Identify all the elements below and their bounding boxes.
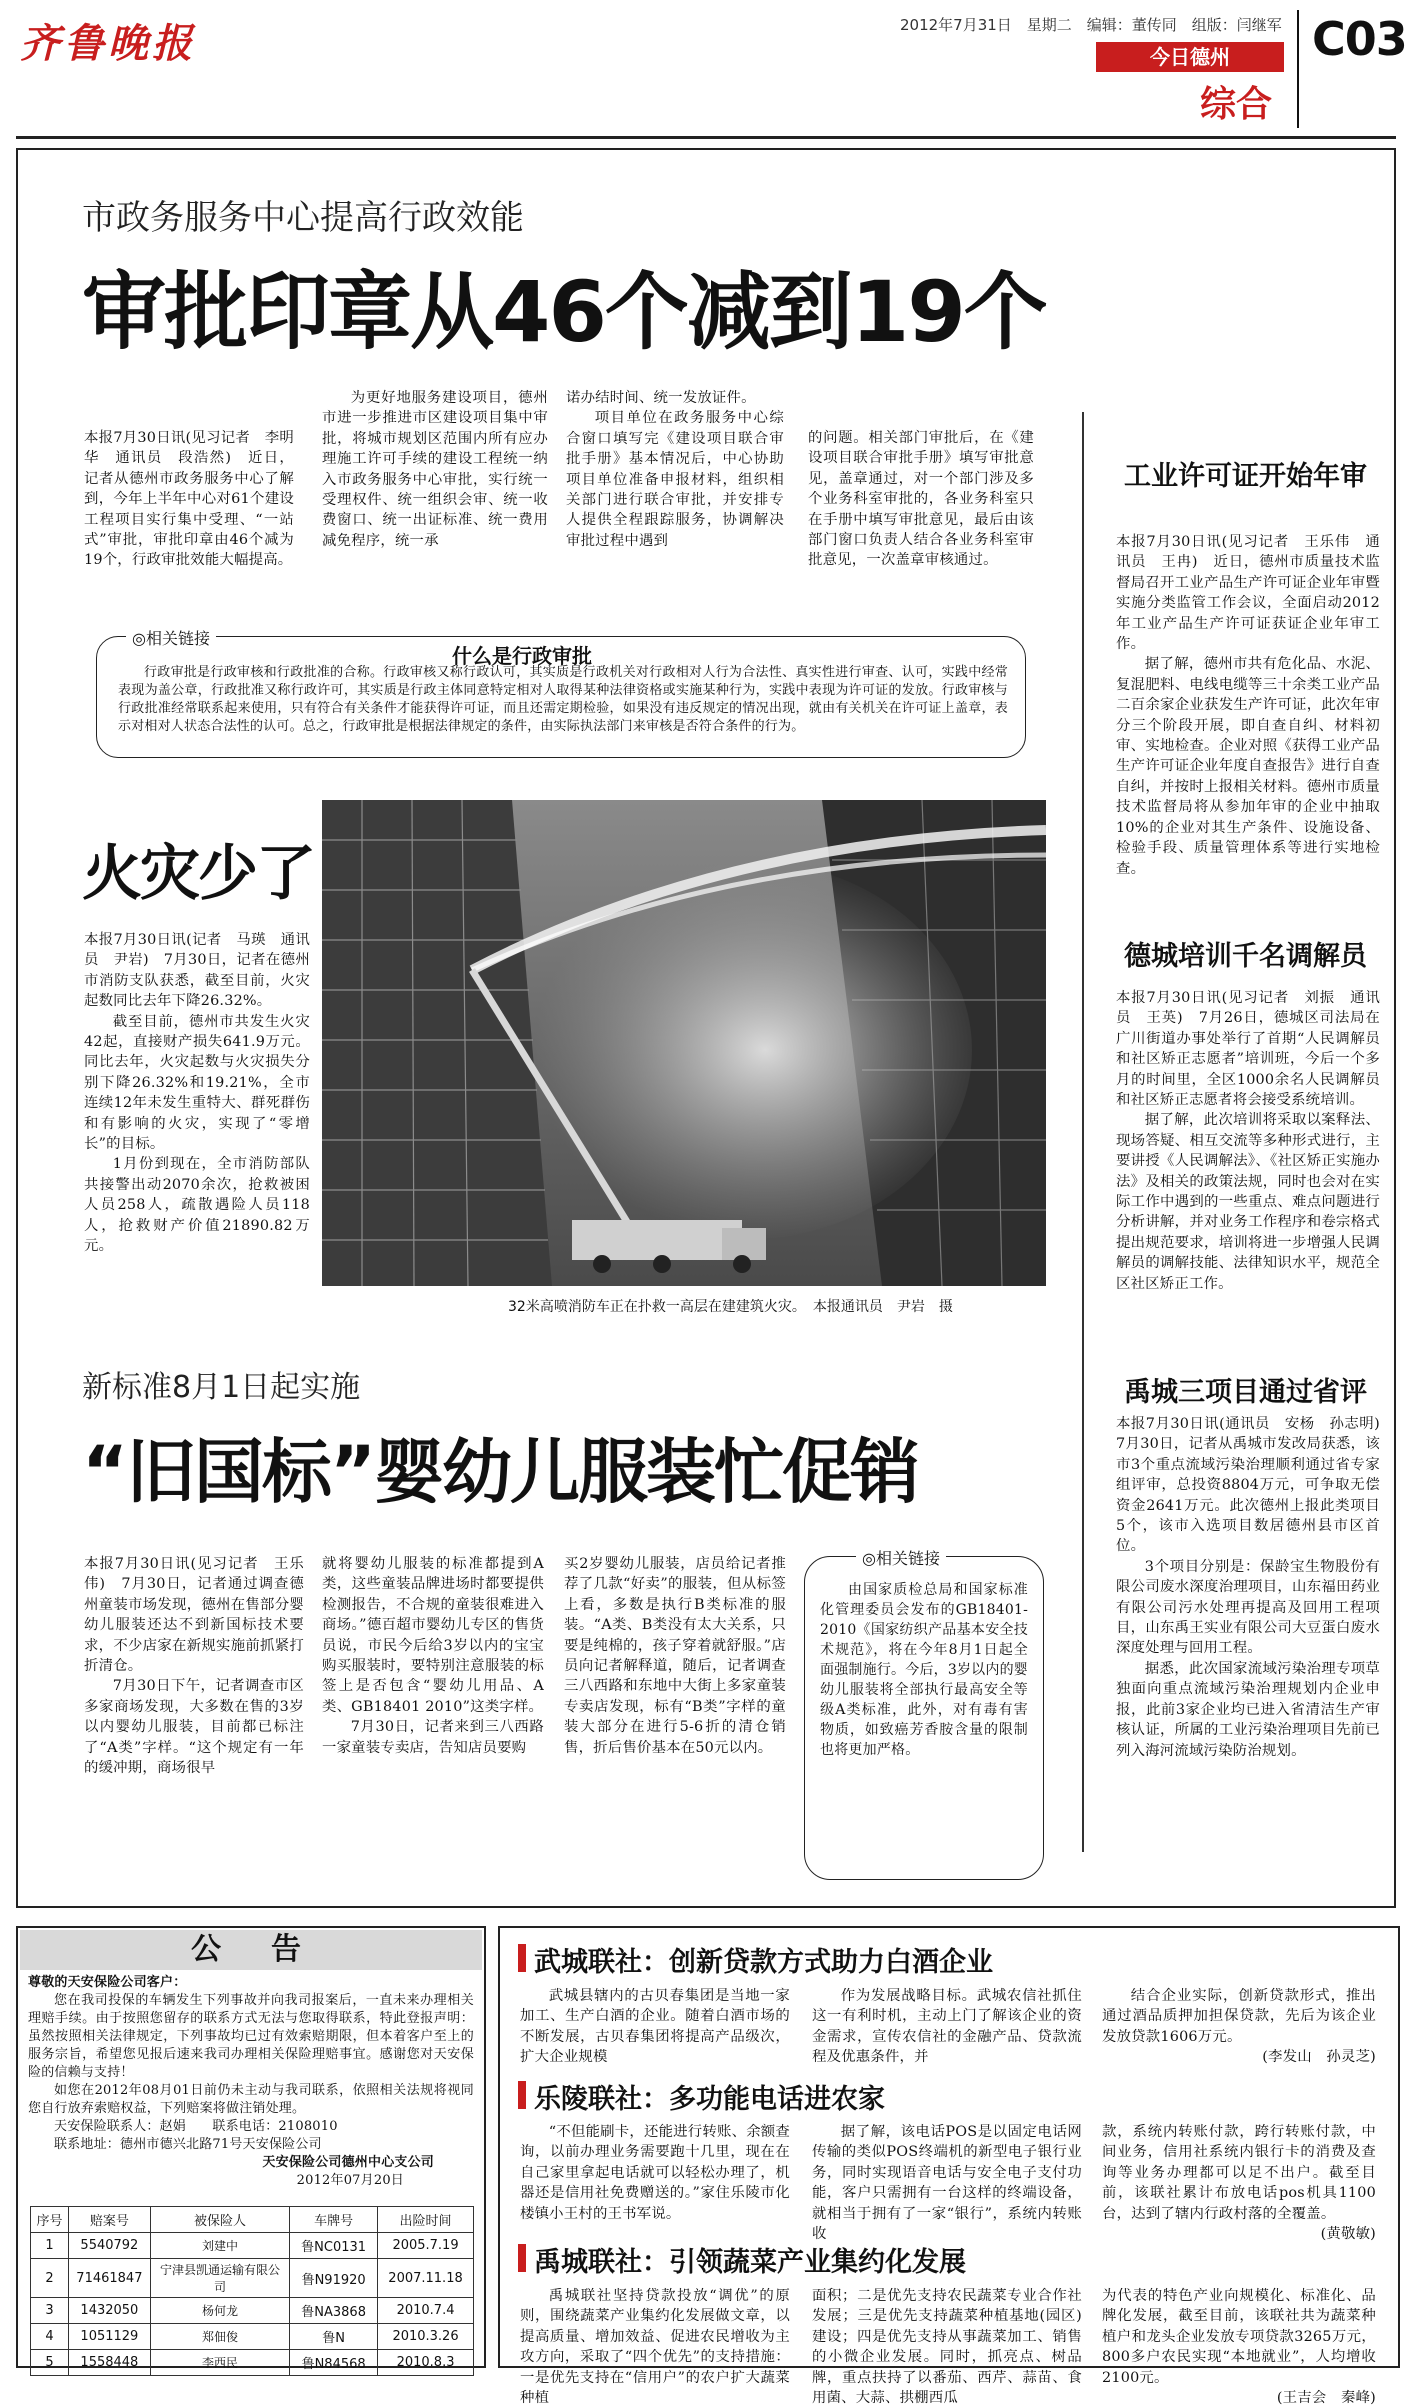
cell-claim-no: 1051129 <box>68 2324 150 2350</box>
notice-table-row <box>31 2324 474 2350</box>
fire-p1: 本报7月30日讯(记者 马瑛 通讯员 尹岩) 7月30日，记者在德州市消防支队获悉，截至目前，火灾起数同比去年下降26.32%。 <box>84 932 310 1010</box>
clothes-col-3: 买2岁婴幼儿服装，店员给记者推荐了几款“好卖”的服装，但从标签上看，多数是执行B类标准的服装。“A类、B类没有太大关系，只要是纯棉的，孩子穿着就舒服。”店员向记者解释道，随后，记者调查三八西路和东地中大街上多家童装专卖店发现，标有“B类”字样的童装大部分在进行5-6折的清仓销售，折后售价基本在50元以内。 <box>564 1556 786 1756</box>
section-name: 综合 <box>1200 84 1273 125</box>
ad2-col-3: 款，系统内转账付款，跨行转账付款，中间业务，信用社系统内银行卡的消费及查询等业务办理都可以足不出户。截至目前，该联社累计布放电话pos机具1100台，达到了辖内行政村落的全覆盖。 <box>1102 2124 1376 2222</box>
ad3-author: (王吉会 秦峰) <box>1276 2390 1376 2407</box>
notice-contact-1: 天安保险联系人：赵娟 联系电话：2108010 <box>54 2119 338 2134</box>
ad1-col-3: 结合企业实际，创新贷款形式，推出通过酒品质押加担保贷款，先后为该企业发放贷款1606万元。 <box>1102 1988 1376 2045</box>
notice-table-row <box>31 2259 474 2298</box>
header-rule <box>16 136 1396 139</box>
ad2-author: (黄敬敏) <box>1320 2226 1376 2243</box>
notice-p2: 如您在2012年08月01日前仍未主动与我司联系，依照相关法规将视同您自行放弃索赔权益，下列赔案将做注销处理。 <box>28 2083 474 2116</box>
clothes-subtitle: 新标准8月1日起实施 <box>82 1370 361 1405</box>
cell-insured: 李西民 <box>150 2350 289 2376</box>
cell-date: 2005.7.19 <box>378 2233 474 2259</box>
ad3-col-1: 禹城联社坚持贷款投放“调优”的原则，围绕蔬菜产业集约化发展做文章，以提高质量、增加效益、促进农民增收为主攻方向，采取了“四个优先”的支持措施：一是优先支持在“信用户”的农户扩大蔬菜种植 <box>520 2288 790 2407</box>
notice-contact-2: 联系地址：德州市德兴北路71号天安保险公司 <box>54 2137 322 2152</box>
cell-plate: 鲁NC0131 <box>290 2233 378 2259</box>
notice-table <box>30 2206 474 2376</box>
notice-table-row <box>31 2233 474 2259</box>
cell-date: 2007.11.18 <box>378 2259 474 2298</box>
cell-claim-no: 1432050 <box>68 2298 150 2324</box>
cell-index: 5 <box>31 2350 69 2376</box>
lead-col-2: 为更好地服务建设项目，德州市进一步推进市区建设项目集中审批，将城市规划区范围内所有应办理施工许可手续的建设工程统一纳入市政务服务中心审批，实行统一受理权件、统一组织会审、统一收费窗口、统一出证标准、统一费用减免程序，统一承 <box>322 390 548 549</box>
sidebar-divider <box>1082 412 1084 1852</box>
fire-photo <box>322 800 1046 1286</box>
section-tag: 今日德州 <box>1096 42 1284 72</box>
notice-title: 公 告 <box>191 1932 311 1967</box>
cell-plate: 鲁N91920 <box>290 2259 378 2298</box>
related-link-body: 行政审批是行政审核和行政批准的合称。行政审核又称行政认可，其实质是行政机关对行政相对人行为合法性、真实性进行审查、认可，实践中经常表现为盖公章，行政批准又称行政许可，其实质是行政主体同意特定相对人取得某种法律资格或实施某种行为，实践中表现为许可证的发放。行政审核与行政批准经常联系起来使用，只有符合有关条件才能获得许可证，而且还需定期检验，如果没有违反规定的情况出现，就由有关机关在许可证上盖章，表示对相对人状态合法性的认可。总之，行政审批是根据法律规定的条件，由实际执法部门来审核是否符合条件的行为。 <box>118 665 1008 734</box>
clothes-headline: “旧国标”婴幼儿服装忙促销 <box>82 1431 919 1513</box>
cell-claim-no: 1558448 <box>68 2350 150 2376</box>
cell-plate: 鲁NA3868 <box>290 2298 378 2324</box>
related-link-title: 什么是行政审批 <box>452 644 592 668</box>
cell-claim-no: 5540792 <box>68 2233 150 2259</box>
cell-claim-no: 71461847 <box>68 2259 150 2298</box>
clothes-col-1a: 本报7月30日讯(见习记者 王乐伟) 7月30日，记者通过调查德州童装市场发现，德州在售部分婴幼儿服装还达不到新国标技术要求，不少店家在新规实施前抓紧打折清仓。 <box>84 1556 304 1675</box>
lead-col-1: 本报7月30日讯(见习记者 李明华 通讯员 段浩然) 近日，记者从德州市政务服务中心了解到，今年上半年中心对61个建设工程项目实行集中受理、“一站式”审批，审批印章由46个减为19个，行政审批效能大幅提高。 <box>84 430 294 569</box>
cell-insured: 杨何龙 <box>150 2298 289 2324</box>
notice-greeting: 尊敬的天安保险公司客户： <box>28 1975 187 1990</box>
ad3-headline: 禹城联社：引领蔬菜产业集约化发展 <box>534 2247 966 2278</box>
ad3-marker <box>518 2244 526 2272</box>
ad2-col-1: “不但能刷卡，还能进行转账、余额查询，以前办理业务需要跑十几里，现在在自己家里拿起电话就可以轻松办理了，机器还是信用社免费赠送的。”家住乐陵市化楼镇小王村的王书军说。 <box>520 2124 790 2222</box>
side1-p1: 本报7月30日讯(见习记者 王乐伟 通讯员 王冉) 近日，德州市质量技术监督局召开工业产品生产许可证企业年审暨实施分类监管工作会议，全面启动2012年工业产品生产许可证获证企业年审工作。 <box>1116 534 1380 653</box>
cell-date: 2010.8.3 <box>378 2350 474 2376</box>
th-insured: 被保险人 <box>150 2207 289 2233</box>
lead-headline: 审批印章从46个减到19个 <box>82 263 1046 361</box>
cell-index: 4 <box>31 2324 69 2350</box>
side3-p3: 据悉，此次国家流域污染治理专项草独面向重点流域污染治理规划内企业申报，此前3家企业均已进入省清洁生产审核认证，所属的工业污染治理项目先前已列入海河流域污染防治规划。 <box>1116 1660 1380 1759</box>
related-link-label: ◎相关链接 <box>126 626 216 649</box>
cell-insured: 郑佃俊 <box>150 2324 289 2350</box>
notice-table-row <box>31 2298 474 2324</box>
side1-p2: 据了解，德州市共有危化品、水泥、复混肥料、电线电缆等三十余类工业产品二百余家企业获发生产许可证，此次年审分三个阶段开展，即自查自纠、材料初审、实地检查。企业对照《获得工业产品生产许可证企业年度自查报告》进行自查自纠，并按时上报相关材料。德州市质量技术监督局将从参加年审的企业中抽取10%的企业对其生产条件、设施设备、检验手段、质量管理体系等进行实地检查。 <box>1116 656 1380 877</box>
fire-headline: 火灾少了 <box>82 839 314 909</box>
ad1-col-1: 武城县辖内的古贝春集团是当地一家加工、生产白酒的企业。随着白酒市场的不断发展，古贝春集团将提高产品级次，扩大企业规模 <box>520 1988 790 2066</box>
lead-subtitle: 市政务服务中心提高行政效能 <box>82 198 524 238</box>
side2-p2: 据了解，此次培训将采取以案释法、现场答疑、相互交流等多种形式进行，主要讲授《人民调解法》、《社区矫正实施办法》及相关的政策法规，同时也会对在实际工作中遇到的一些重点、难点问题进行分析讲解，并对业务工作程序和卷宗格式提出规范要求，培训将进一步增强人民调解员的调解技能、法律知识水平，规范全区社区矫正工作。 <box>1116 1112 1380 1292</box>
fire-p2: 截至目前，德州市共发生火灾42起，直接财产损失641.9万元。同比去年，火灾起数与火灾损失分别下降26.32%和19.21%，全市连续12年未发生重特大、群死群伤和有影响的火灾，实现了“零增长”的目标。 <box>84 1013 310 1153</box>
ad3-col-3: 为代表的特色产业向规模化、标准化、品牌化发展，截至目前，该联社共为蔬菜种植户和龙头企业发放专项贷款3265万元，800多户农民实现“本地就业”，人均增收2100元。 <box>1102 2288 1376 2386</box>
notice-signer: 天安保险公司德州中心支公司 <box>262 2155 434 2170</box>
cell-index: 3 <box>31 2298 69 2324</box>
cell-insured: 宁津县凯通运输有限公司 <box>150 2259 289 2298</box>
ad1-headline: 武城联社：创新贷款方式助力白酒企业 <box>534 1947 993 1978</box>
cell-plate: 鲁N <box>290 2324 378 2350</box>
side3-p1: 本报7月30日讯(通讯员 安杨 孙志明) 7月30日，记者从禹城市发改局获悉，该市3个重点流域污染治理顺利通过省专家组评审，总投资8804万元，可争取无偿资金2641万元。此次德州上报此类项目5个，该市入选项目数居德州县市区首位。 <box>1116 1416 1395 1555</box>
page-number: C03 <box>1312 12 1407 66</box>
cell-insured: 刘建中 <box>150 2233 289 2259</box>
cell-plate: 鲁N84568 <box>290 2350 378 2376</box>
side2-p1: 本报7月30日讯(见习记者 刘振 通讯员 王英) 7月26日，德城区司法局在广川街道办事处举行了首期“人民调解员和社区矫正志愿者”培训班，今后一个多月的时间里，全区1000余名人民调解员和社区矫正志愿者将会接受系统培训。 <box>1116 990 1380 1109</box>
th-plate: 车牌号 <box>290 2207 378 2233</box>
lead-col-3b: 项目单位在政务服务中心综合窗口填写完《建设项目联合审批手册》基本情况后，中心协助项目单位准备申报材料，组织相关部门进行联合审批，并安排专人提供全程跟踪服务，协调解决审批过程中遇到 <box>566 410 784 549</box>
fire-photo-illustration <box>322 800 1046 1286</box>
masthead-logo: 齐鲁晚报 <box>20 20 196 67</box>
th-index: 序号 <box>31 2207 69 2233</box>
lead-col-3a: 诺办结时间、统一发放证件。 <box>566 390 756 406</box>
clothes-link-label: ◎相关链接 <box>856 1546 946 1569</box>
clothes-col-1b: 7月30日下午，记者调查市区多家商场发现，大多数在售的3岁以内婴幼儿服装，目前都已标注了“A类”字样。“这个规定有一年的缓冲期，商场很早 <box>84 1678 304 1777</box>
cell-date: 2010.3.26 <box>378 2324 474 2350</box>
ad3-col-2: 面积；二是优先支持农民蔬菜专业合作社发展；三是优先支持蔬菜种植基地(园区)建设；四是优先支持从事蔬菜加工、销售的小微企业发展。同时，抓亮点、树品牌，重点扶持了以番茄、西芹、蒜苗、食用菌、大蒜、拱棚西瓜 <box>812 2288 1082 2407</box>
side3-headline: 禹城三项目通过省评 <box>1124 1377 1367 1408</box>
fire-p3: 1月份到现在，全市消防部队共接警出动2070余次，抢救被困人员258人，疏散遇险人员118人，抢救财产价值21890.82万元。 <box>84 1156 310 1255</box>
ad1-col-2: 作为发展战略目标。武城农信社抓住这一有利时机，主动上门了解该企业的资金需求，宣传农信社的金融产品、贷款流程及优惠条件，并 <box>812 1988 1082 2066</box>
ad2-col-2: 据了解，该电话POS是以固定电话网传输的类似POS终端机的新型电子银行业务，同时实现语音电话与安全电子支付功能，客户只需拥有一台这样的终端设备，就相当于拥有了一家“银行”，系统内转账收 <box>812 2124 1082 2243</box>
th-date: 出险时间 <box>378 2207 474 2233</box>
side2-headline: 德城培训千名调解员 <box>1124 941 1367 972</box>
cell-date: 2010.7.4 <box>378 2298 474 2324</box>
notice-p1: 您在我司投保的车辆发生下列事故并向我司报案后，一直未来办理相关理赔手续。由于按照您留存的联系方式无法与您取得联系，特此登报声明：虽然按照相关法律规定，下列事故均已过有效索赔期限，但本着客户至上的服务宗旨，希望您见报后速来我司办理相关保险理赔事宜。感谢您对天安保险的信赖与支持！ <box>28 1993 474 2080</box>
fire-photo-caption: 32米高喷消防车正在扑救一高层在建建筑火灾。 本报通讯员 尹岩 摄 <box>508 1299 953 1315</box>
ad1-author: (李发山 孙灵芝) <box>1262 2049 1376 2066</box>
th-claim-no: 赔案号 <box>68 2207 150 2233</box>
clothes-col-2a: 就将婴幼儿服装的标准都提到A类，这些童装品牌进场时都要提供检测报告，不合规的童装很难进入商场。”德百超市婴幼儿专区的售货员说，市民今后给3岁以内的宝宝购买服装时，要特别注意服装的标签上是否包含“婴幼儿用品、A类、GB18401 2010”这类字样。 <box>322 1556 544 1715</box>
dateline: 2012年7月31日 星期二 编辑：董传同 组版：闫继军 <box>900 16 1282 34</box>
lead-col-4: 的问题。相关部门审批后，在《建设项目联合审批手册》填写审批意见，盖章通过，对一个部门涉及多个业务科室审批的，各业务科室只在手册中填写审批意见，最后由该部门窗口负责人结合各业务科室审批意见，一次盖章审核通过。 <box>808 430 1034 569</box>
ad2-marker <box>518 2081 526 2109</box>
clothes-link-body: 由国家质检总局和国家标准化管理委员会发布的GB18401-2010《国家纺织产品基本安全技术规范》，将在今年8月1日起全面强制施行。今后，3岁以内的婴幼儿服装将全部执行最高安全等级A类标准，此外，对有毒有害物质，如致癌芳香胺含量的限制也将更加严格。 <box>820 1582 1028 1758</box>
clothes-col-2b: 7月30日，记者来到三八西路一家童装专卖店，告知店员要购 <box>322 1719 544 1756</box>
side1-headline: 工业许可证开始年审 <box>1124 461 1367 492</box>
ad2-headline: 乐陵联社：多功能电话进农家 <box>534 2084 885 2115</box>
notice-date: 2012年07月20日 <box>296 2173 404 2188</box>
notice-table-row <box>31 2350 474 2376</box>
cell-index: 2 <box>31 2259 69 2298</box>
ad1-marker <box>518 1944 526 1972</box>
cell-index: 1 <box>31 2233 69 2259</box>
side3-p2: 3个项目分别是：保龄宝生物股份有限公司废水深度治理项目，山东福田药业有限公司污水处理再提高及回用工程项目，山东禹王实业有限公司大豆蛋白废水深度处理与回用工程。 <box>1116 1558 1380 1657</box>
notice-table-header <box>31 2207 474 2233</box>
header-divider <box>1297 10 1299 128</box>
